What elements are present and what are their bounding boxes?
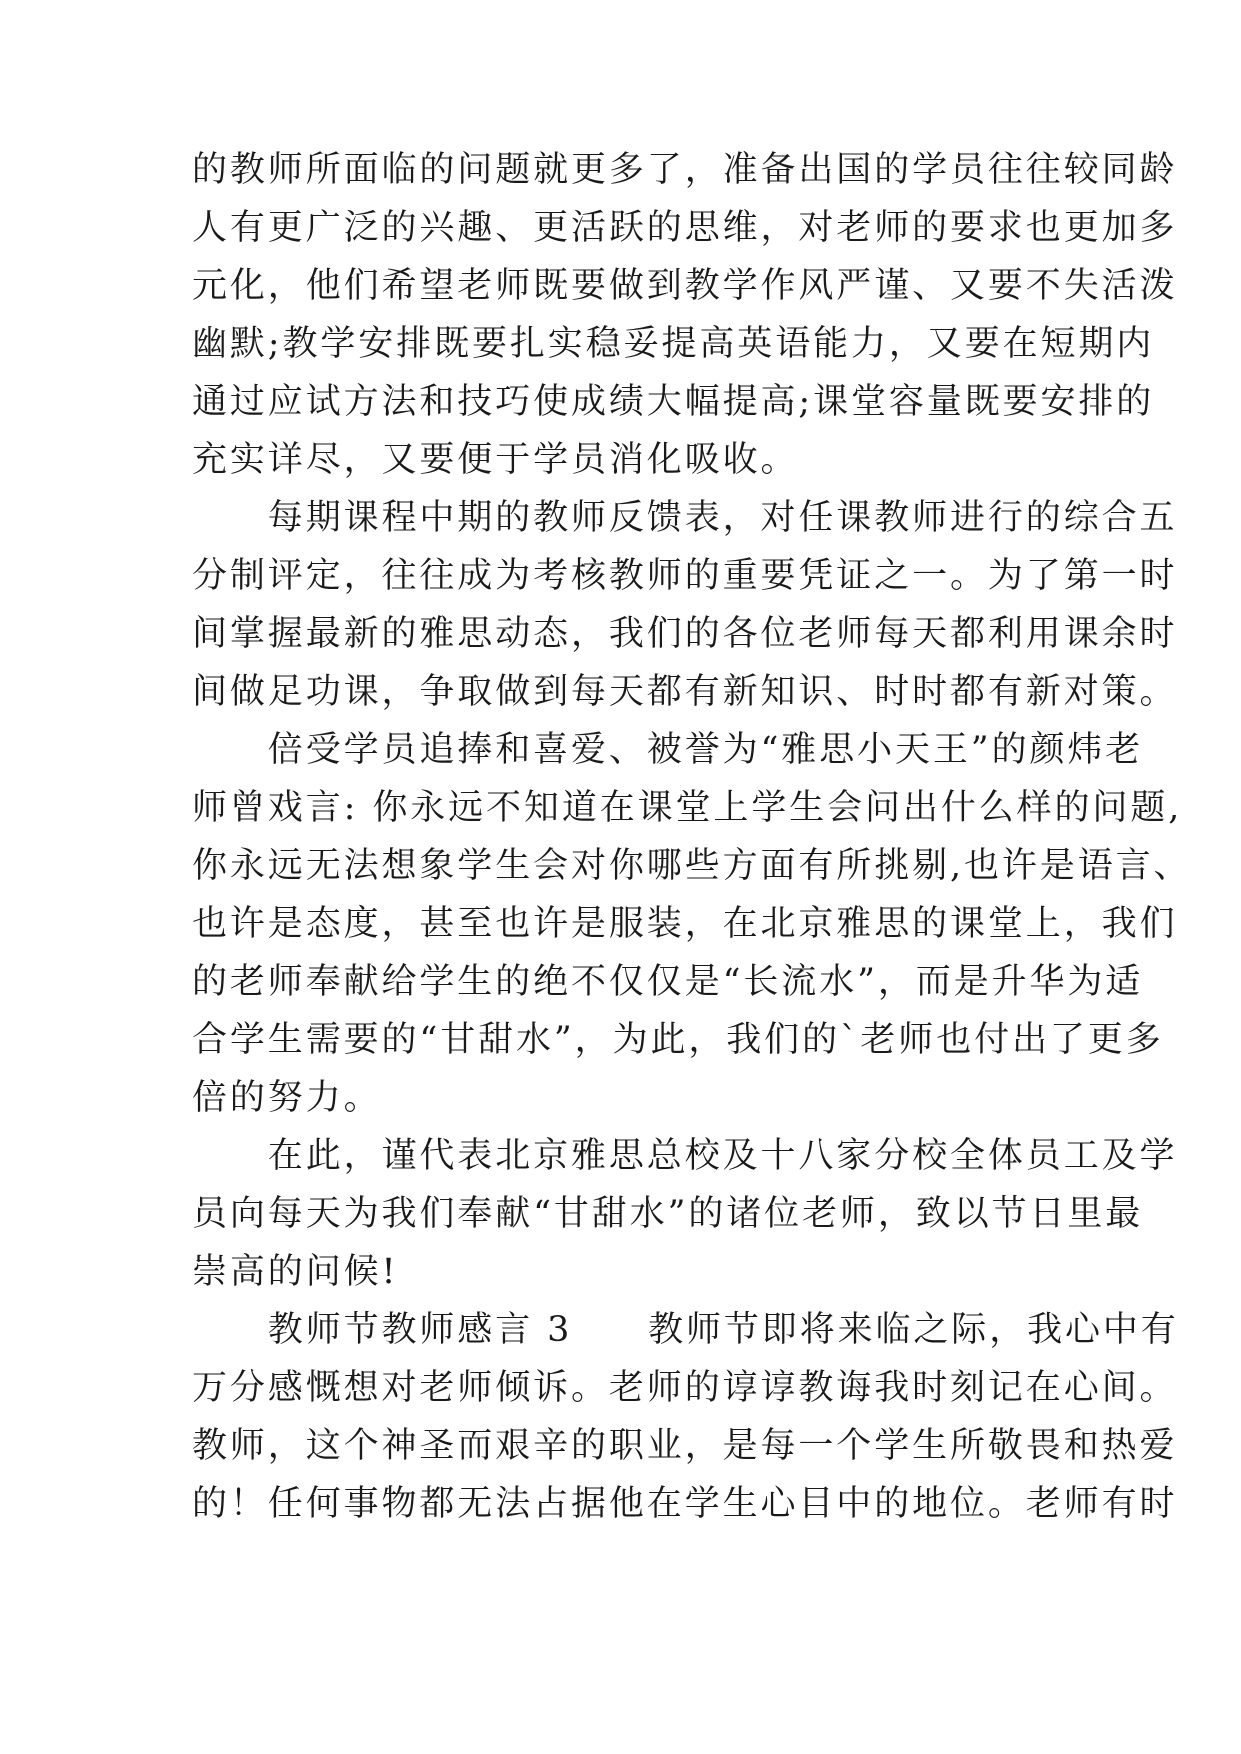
text-line: 元化，他们希望老师既要做到教学作风严谨、又要不失活泼 — [192, 266, 1178, 306]
text-line: 人有更广泛的兴趣、更活跃的思维，对老师的要求也更加多 — [192, 208, 1178, 248]
text-line: 你永远无法想象学生会对你哪些方面有所挑剔,也许是语言、 — [192, 846, 1192, 886]
text-line: 合学生需要的“甘甜水”，为此，我们的`老师也付出了更多 — [192, 1020, 1164, 1060]
text-line: 也许是态度，甚至也许是服装，在北京雅思的课堂上，我们 — [192, 904, 1178, 944]
text-line: 的教师所面临的问题就更多了，准备出国的学员往往较同龄 — [192, 150, 1178, 190]
text-line: 员向每天为我们奉献“甘甜水”的诸位老师，致以节日里最 — [192, 1194, 1144, 1234]
text-line: 通过应试方法和技巧使成绩大幅提高;课堂容量既要安排的 — [192, 382, 1155, 422]
text-line: 教师节教师感言 3 教师节即将来临之际，我心中有 — [192, 1310, 1179, 1350]
text-line: 在此，谨代表北京雅思总校及十八家分校全体员工及学 — [192, 1136, 1178, 1176]
text-line: 每期课程中期的教师反馈表，对任课教师进行的综合五 — [192, 498, 1178, 538]
text-line: 倍受学员追捧和喜爱、被誉为“雅思小天王”的颜炜老 — [192, 730, 1144, 770]
text-line: 万分感慨想对老师倾诉。老师的谆谆教诲我时刻记在心间。 — [192, 1368, 1178, 1408]
text-line: 分制评定，往往成为考核教师的重要凭证之一。为了第一时 — [192, 556, 1178, 596]
text-line: 崇高的问候! — [192, 1252, 399, 1292]
text-line: 充实详尽，又要便于学员消化吸收。 — [192, 440, 799, 480]
text-line: 师曾戏言: 你永远不知道在课堂上学生会问出什么样的问题, — [192, 788, 1183, 828]
text-line: 幽默;教学安排既要扎实稳妥提高英语能力，又要在短期内 — [192, 324, 1155, 364]
text-line: 间掌握最新的雅思动态，我们的各位老师每天都利用课余时 — [192, 614, 1178, 654]
text-line: 的老师奉献给学生的绝不仅仅是“长流水”，而是升华为适 — [192, 962, 1144, 1002]
text-line: 间做足功课，争取做到每天都有新知识、时时都有新对策。 — [192, 672, 1178, 712]
text-line: 倍的努力。 — [192, 1078, 382, 1118]
text-line: 的！任何事物都无法占据他在学生心目中的地位。老师有时 — [192, 1484, 1178, 1524]
text-line: 教师，这个神圣而艰辛的职业，是每一个学生所敬畏和热爱 — [192, 1426, 1178, 1466]
